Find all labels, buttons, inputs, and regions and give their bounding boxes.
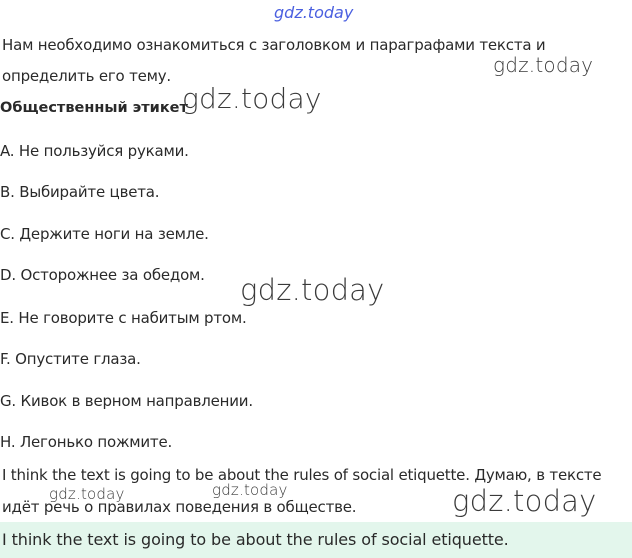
list-item: A. Не пользуйся руками.	[0, 142, 189, 160]
task-line-2: определить его тему.	[2, 67, 171, 85]
watermark-top: gdz.today	[274, 3, 354, 22]
list-item: B. Выбирайте цвета.	[0, 183, 160, 201]
explanation-line-1: I think the text is going to be about the rules of social etiquette. Думаю, в тексте	[2, 466, 602, 484]
answer-box	[0, 522, 632, 558]
answer-text: I think the text is going to be about the rules of social etiquette.	[2, 530, 509, 549]
watermark-2: gdz.today	[182, 82, 322, 115]
watermark-6: gdz.today	[452, 484, 597, 518]
list-item: F. Опустите глаза.	[0, 350, 141, 368]
watermark-5: gdz.today	[212, 481, 288, 499]
list-item: H. Легонько пожмите.	[0, 433, 173, 451]
watermark-4: gdz.today	[49, 485, 125, 503]
task-line-1: Нам необходимо ознакомиться с заголовком и параграфами текста и	[2, 36, 546, 54]
list-item: C. Держите ноги на земле.	[0, 225, 209, 243]
watermark-1: gdz.today	[493, 53, 594, 77]
list-item: G. Кивок в верном направлении.	[0, 392, 253, 410]
text-title: Общественный этикет	[0, 100, 188, 116]
list-item: D. Осторожнее за обедом.	[0, 266, 205, 284]
explanation-line-2: идёт речь о правилах поведения в обществе.	[2, 498, 357, 516]
watermark-3: gdz.today	[240, 273, 385, 307]
list-item: E. Не говорите с набитым ртом.	[0, 309, 247, 327]
